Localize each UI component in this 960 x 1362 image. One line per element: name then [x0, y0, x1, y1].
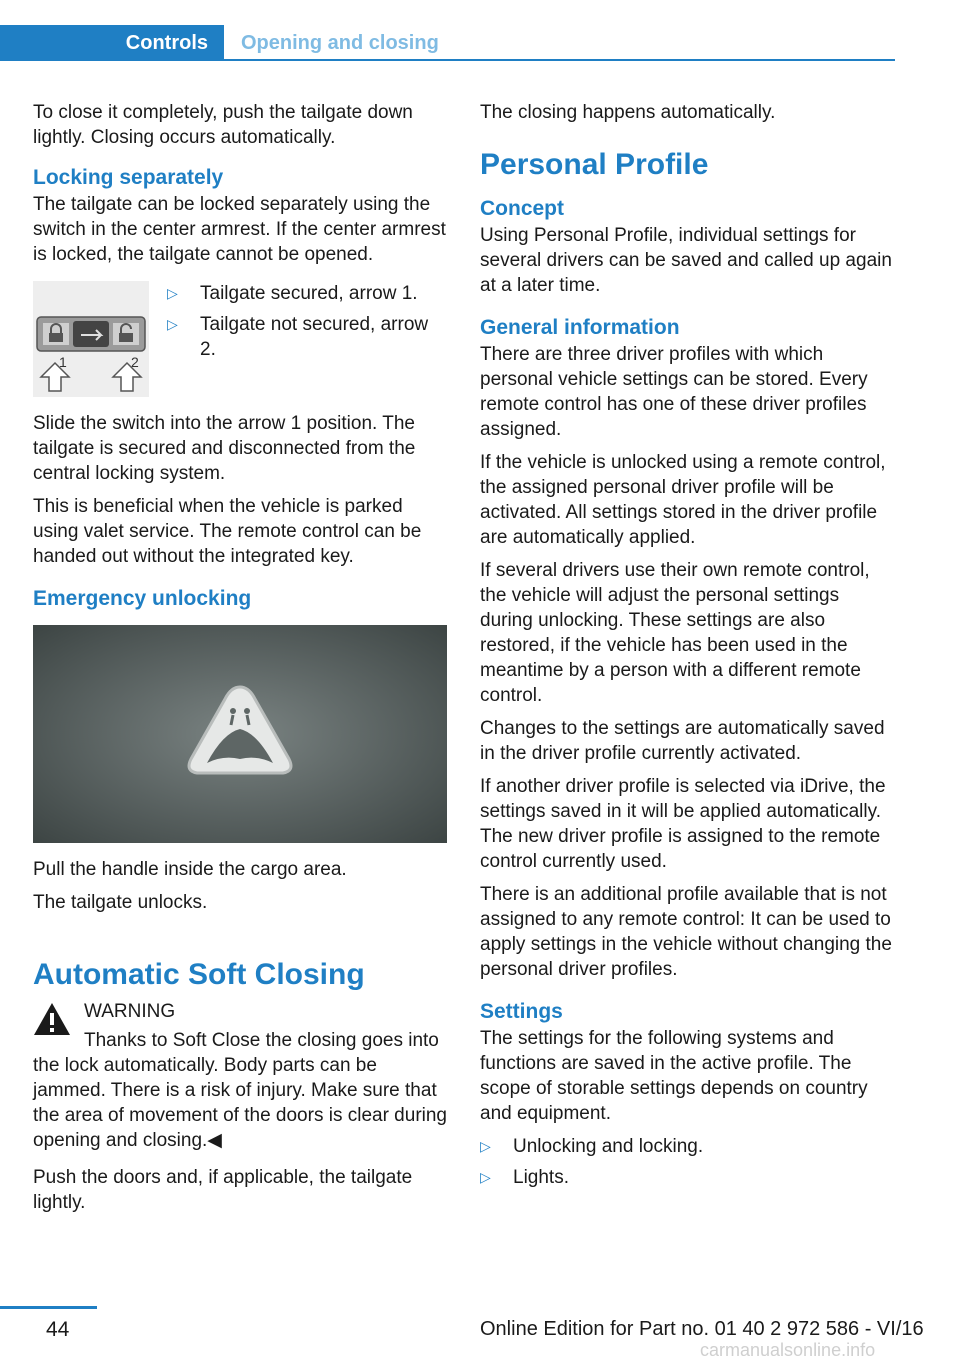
locking-heading: Locking separately	[33, 166, 224, 189]
section-tab: Controls	[0, 25, 224, 61]
page-number: 44	[46, 1318, 70, 1341]
warning-paragraph: Thanks to Soft Close the closing goes into the lock automatically. Body parts can be jammed. There is a risk of injury. Make sure that the area of movement of the doors is clear during opening and closing.◀	[33, 1030, 448, 1151]
pull-paragraph: Pull the handle inside the cargo area.	[33, 859, 347, 880]
general-paragraph: If the vehicle is unlocked using a remote control, the assigned personal driver profile will be activated. All settings stored in the driver profile are automatically applied.	[480, 452, 886, 548]
warning-icon	[33, 1001, 71, 1037]
triangle-bullet-icon: ▷	[480, 1138, 491, 1154]
concept-paragraph: Using Personal Profile, individual settings for several drivers can be saved and called up again at a later time.	[480, 225, 892, 296]
emergency-heading: Emergency unlocking	[33, 587, 252, 610]
warning-label: WARNING	[84, 1001, 176, 1022]
general-paragraph: There is an additional profile available that is not assigned to any remote control: It can be used to apply settings in the vehicle without changing the personal driver profiles.	[480, 884, 892, 980]
warning-block	[33, 999, 449, 1153]
list-item: ▷ Unlocking and locking.	[480, 1136, 704, 1157]
slide-paragraph: Slide the switch into the arrow 1 position. The tailgate is secured and disconnected from the central locking system.	[33, 413, 416, 484]
footer-rule	[0, 1306, 97, 1309]
settings-heading: Settings	[480, 1000, 563, 1023]
general-paragraph: If another driver profile is selected via iDrive, the settings saved in it will be applied automatically. The new driver profile is assigned to the remote control currently used.	[480, 776, 886, 872]
settings-paragraph: The settings for the following systems and functions are saved in the active profile. The scope of storable settings depends on country and equipment.	[480, 1028, 868, 1124]
list-item: ▷ Lights.	[480, 1167, 569, 1188]
arrow-2-label: 2	[131, 354, 139, 370]
unlock-paragraph: The tailgate unlocks.	[33, 892, 208, 913]
concept-heading: Concept	[480, 197, 564, 220]
switch-bullet-list	[167, 281, 449, 397]
general-paragraph: There are three driver profiles with which personal vehicle settings can be stored. Every remote control has one of these driver profiles assigned.	[480, 344, 868, 440]
soft-closing-heading: Automatic Soft Closing	[33, 958, 365, 991]
valet-paragraph: This is beneficial when the vehicle is parked using valet service. The remote control can be handed out without the integrated key.	[33, 496, 422, 567]
arrow-1-label: 1	[59, 354, 67, 370]
edition-note: Online Edition for Part no. 01 40 2 972 586 - VI/16	[480, 1318, 924, 1340]
header-rule	[0, 59, 895, 61]
triangle-bullet-icon: ▷	[167, 316, 178, 332]
tailgate-switch-illustration	[33, 281, 149, 397]
triangle-bullet-icon: ▷	[480, 1169, 491, 1185]
page-header	[0, 25, 895, 61]
locking-paragraph: The tailgate can be locked separately using the switch in the center armrest. If the center armrest is locked, the tailgate cannot be opened.	[33, 194, 446, 265]
subsection-tab: Opening and closing	[241, 32, 439, 54]
list-item: ▷ Tailgate secured, arrow 1.	[167, 283, 418, 304]
right-column	[480, 100, 896, 1196]
switch-figure-block	[33, 281, 449, 397]
triangle-bullet-icon: ▷	[167, 285, 178, 301]
emergency-handle-photo	[33, 625, 447, 843]
general-paragraph: If several drivers use their own remote control, the vehicle will adjust the personal settings during unlocking. These settings are also restored, if the vehicle has been used in the meantime by a person with a different remote control.	[480, 560, 870, 706]
push-paragraph: Push the doors and, if applicable, the tailgate lightly.	[33, 1167, 413, 1213]
closing-paragraph: The closing happens automatically.	[480, 102, 776, 123]
left-column	[33, 100, 449, 1223]
personal-profile-heading: Personal Profile	[480, 148, 709, 181]
intro-paragraph: To close it completely, push the tailgate down lightly. Closing occurs automatically.	[33, 102, 413, 148]
general-information-heading: General information	[480, 316, 680, 339]
general-paragraph: Changes to the settings are automatically saved in the driver profile currently activated.	[480, 718, 885, 764]
watermark: carmanualsonline.info	[700, 1340, 876, 1360]
list-item: ▷ Tailgate not secured, arrow 2.	[167, 314, 429, 360]
